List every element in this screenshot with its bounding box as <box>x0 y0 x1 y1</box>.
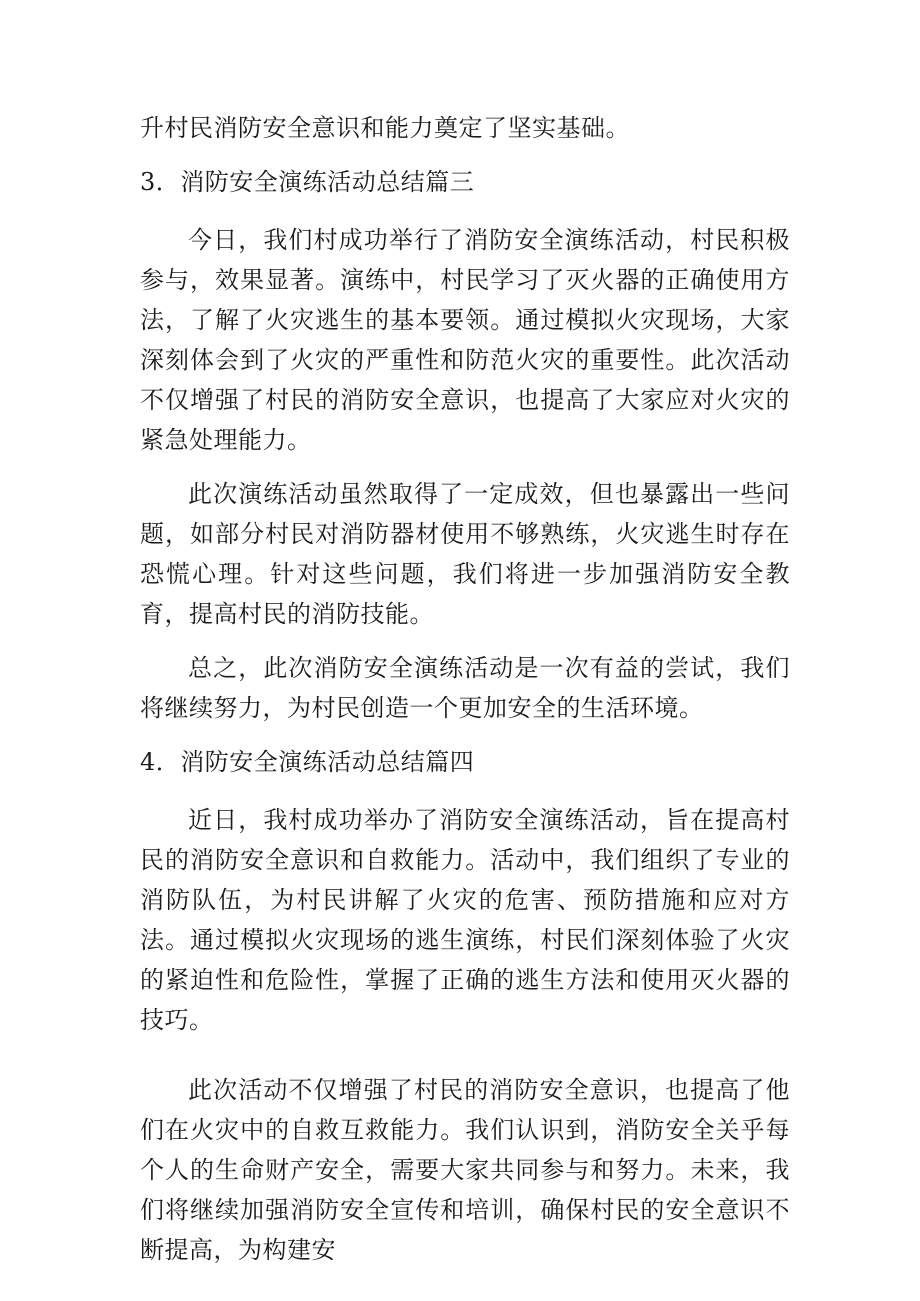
section4-paragraph-1: 近日，我村成功举办了消防安全演练活动，旨在提高村民的消防安全意识和自救能力。活动中，我们组织了专业的消防队伍，为村民讲解了火灾的危害、预防措施和应对方法。通过模拟火灾现场的逃生演练，村民们深刻体验了火灾的紧迫性和危险性，掌握了正确的逃生方法和使用灭火器的技巧。 <box>140 806 790 1034</box>
continuation-paragraph: 升村民消防安全意识和能力奠定了坚实基础。 <box>140 114 630 142</box>
section3-paragraph-2: 此次演练活动虽然取得了一定成效，但也暴露出一些问题，如部分村民对消防器材使用不够熟练，火灾逃生时存在恐慌心理。针对这些问题，我们将进一步加强消防安全教育，提高村民的消防技能。 <box>140 480 790 628</box>
section3-paragraph-1: 今日，我们村成功举行了消防安全演练活动，村民积极参与，效果显著。演练中，村民学习了灭火器的正确使用方法，了解了火灾逃生的基本要领。通过模拟火灾现场，大家深刻体会到了火灾的严重性和防范火灾的重要性。此次活动不仅增强了村民的消防安全意识，也提高了大家应对火灾的紧急处理能力。 <box>140 226 790 454</box>
section3-paragraph-3: 总之，此次消防安全演练活动是一次有益的尝试，我们将继续努力，为村民创造一个更加安全的生活环境。 <box>140 654 790 722</box>
section4-paragraph-2: 此次活动不仅增强了村民的消防安全意识，也提高了他们在火灾中的自救互救能力。我们认识到，消防安全关乎每个人的生命财产安全，需要大家共同参与和努力。未来，我们将继续加强消防安全宣传和培训，确保村民的安全意识不断提高，为构建安 <box>140 1076 790 1264</box>
section-heading-3: 3．消防安全演练活动总结篇三 <box>140 168 475 196</box>
document-page <box>140 108 790 1270</box>
section-heading-4: 4．消防安全演练活动总结篇四 <box>140 748 475 776</box>
